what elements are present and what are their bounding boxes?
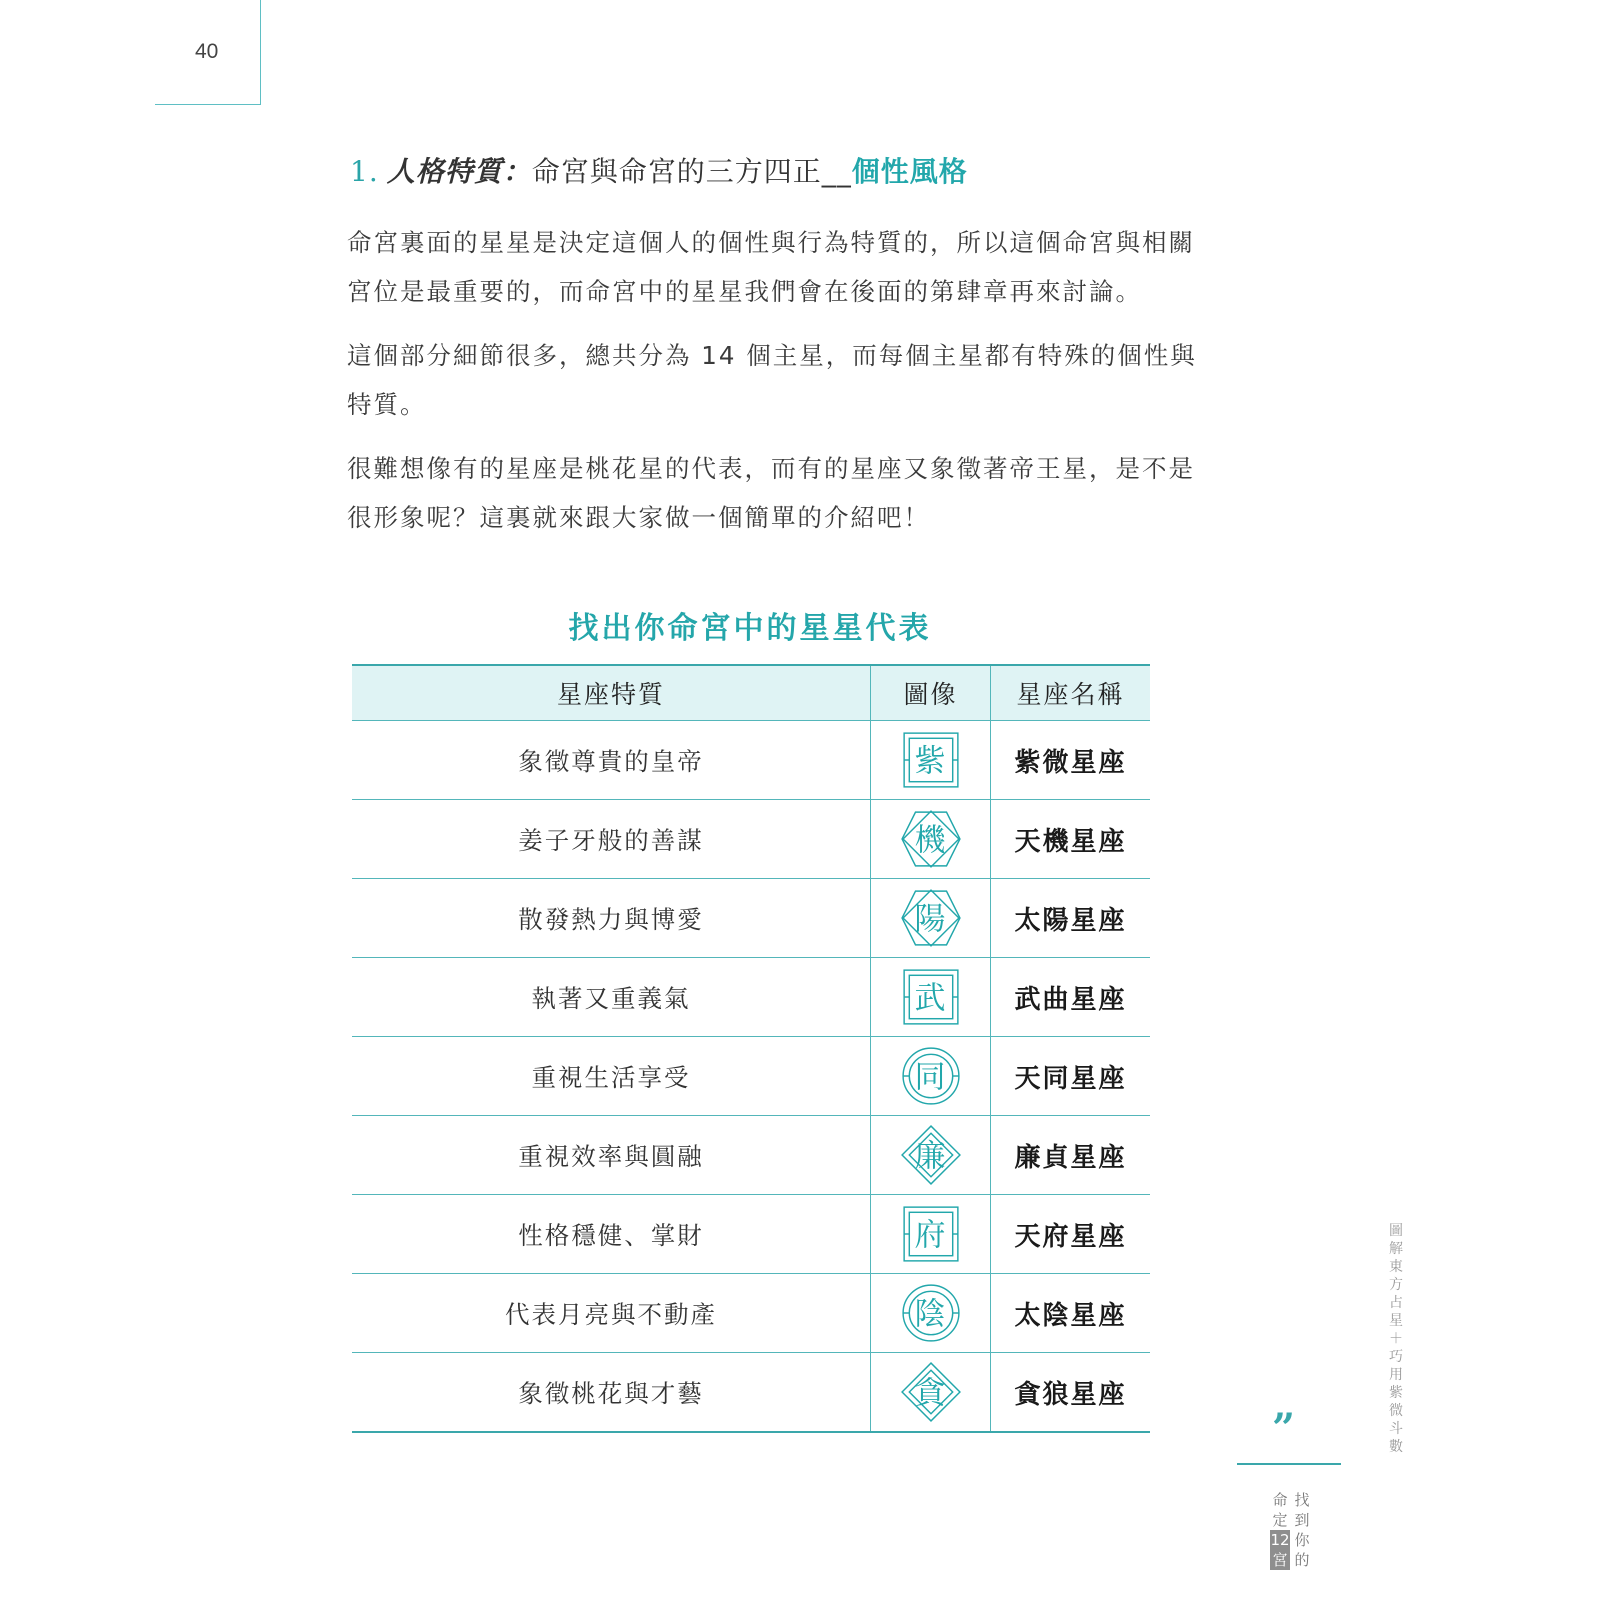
- star-row: [352, 1195, 1150, 1274]
- seal-glyph: 廉: [913, 1138, 948, 1175]
- star-name-cell: 紫微星座: [991, 721, 1151, 800]
- series-char: 你: [1294, 1531, 1310, 1549]
- header-image: 圖像: [871, 665, 991, 721]
- star-name-cell: 天府星座: [991, 1195, 1151, 1274]
- star-row: [352, 1274, 1150, 1353]
- star-name-cell: 太陽星座: [991, 879, 1151, 958]
- heading-number: 1.: [350, 155, 379, 188]
- image-cell: [871, 1353, 991, 1433]
- star-name-cell: 武曲星座: [991, 958, 1151, 1037]
- star-name-cell: 天機星座: [991, 800, 1151, 879]
- trait-cell: 象徵尊貴的皇帝: [352, 721, 871, 800]
- paragraph-1: 命宮裏面的星星是決定這個人的個性與行為特質的，所以這個命宮與相關宮位是最重要的，而命宮中的星星我們會在後面的第肆章再來討論。: [347, 228, 1195, 306]
- quote-divider: [1237, 1463, 1341, 1465]
- star-seal-icon: [900, 1124, 962, 1186]
- star-name-cell: 廉貞星座: [991, 1116, 1151, 1195]
- image-cell: [871, 1195, 991, 1274]
- star-row: [352, 800, 1150, 879]
- header-name: 星座名稱: [991, 665, 1151, 721]
- series-title-col1: [1270, 1490, 1290, 1570]
- star-seal-icon: [900, 887, 962, 949]
- star-row: [352, 721, 1150, 800]
- star-seal-icon: [900, 966, 962, 1028]
- star-row: [352, 1353, 1150, 1433]
- trait-cell: 姜子牙般的善謀: [352, 800, 871, 879]
- heading-accent: 個性風格: [851, 155, 968, 188]
- trait-cell: 性格穩健、掌財: [352, 1195, 871, 1274]
- trait-cell: 重視效率與圓融: [352, 1116, 871, 1195]
- series-title-col2: [1292, 1490, 1312, 1570]
- seal-glyph: 貪: [913, 1375, 948, 1412]
- header-trait: 星座特質: [352, 665, 871, 721]
- paragraph-3: 很難想像有的星座是桃花星的代表，而有的星座又象徵著帝王星，是不是很形象呢？這裏就來跟大家做一個簡單的介紹吧！: [347, 454, 1195, 532]
- image-cell: [871, 1116, 991, 1195]
- image-cell: [871, 879, 991, 958]
- book-title-vertical: 圖解東方占星＋巧用紫微斗數: [1389, 1223, 1403, 1455]
- star-row: [352, 879, 1150, 958]
- star-row: [352, 958, 1150, 1037]
- image-cell: [871, 1274, 991, 1353]
- series-char: 命: [1272, 1491, 1288, 1509]
- star-name-cell: 天同星座: [991, 1037, 1151, 1116]
- table-title: 找出你命宮中的星星代表: [568, 611, 932, 646]
- star-name-cell: 貪狼星座: [1014, 1379, 1127, 1410]
- series-char: 宮: [1270, 1550, 1290, 1570]
- series-char-number: 12: [1270, 1531, 1290, 1549]
- seal-glyph: 陽: [913, 901, 948, 938]
- heading-bold: 人格特質：: [386, 155, 532, 188]
- seal-glyph: 同: [913, 1059, 948, 1096]
- star-seal-icon: [900, 1045, 962, 1107]
- star-seal-icon: [900, 729, 962, 791]
- seal-glyph: 紫: [913, 743, 948, 780]
- seal-glyph: 機: [913, 822, 948, 859]
- star-table: [352, 664, 1150, 1433]
- section-heading: [350, 150, 968, 190]
- seal-glyph: 武: [913, 980, 948, 1017]
- star-name-cell: 太陰星座: [991, 1274, 1151, 1353]
- trait-cell: 象徵桃花與才藝: [352, 1353, 871, 1433]
- image-cell: [871, 721, 991, 800]
- image-cell: [871, 800, 991, 879]
- page-number: 40: [195, 40, 219, 63]
- table-header-row: [352, 665, 1150, 721]
- seal-glyph: 府: [913, 1217, 948, 1254]
- trait-cell: 執著又重義氣: [352, 958, 871, 1037]
- trait-cell: 重視生活享受: [352, 1037, 871, 1116]
- series-char: 找: [1294, 1491, 1310, 1509]
- heading-main: 命宮與命宮的三方四正__: [531, 155, 852, 188]
- paragraph-2: 這個部分細節很多，總共分為 14 個主星，而每個主星都有特殊的個性與特質。: [347, 341, 1197, 419]
- trait-cell: 散發熱力與博愛: [352, 879, 871, 958]
- seal-glyph: 陰: [913, 1296, 948, 1333]
- star-seal-icon: [900, 1282, 962, 1344]
- star-row: [352, 1037, 1150, 1116]
- quote-mark: ”: [1272, 1405, 1296, 1452]
- star-row: [352, 1116, 1150, 1195]
- star-seal-icon: [900, 808, 962, 870]
- series-char: 定: [1272, 1511, 1288, 1529]
- image-cell: [871, 1037, 991, 1116]
- star-seal-icon: [900, 1361, 962, 1423]
- series-char: 的: [1294, 1551, 1310, 1569]
- star-seal-icon: [900, 1203, 962, 1265]
- series-char: 到: [1294, 1511, 1310, 1529]
- image-cell: [871, 958, 991, 1037]
- trait-cell: 代表月亮與不動產: [352, 1274, 871, 1353]
